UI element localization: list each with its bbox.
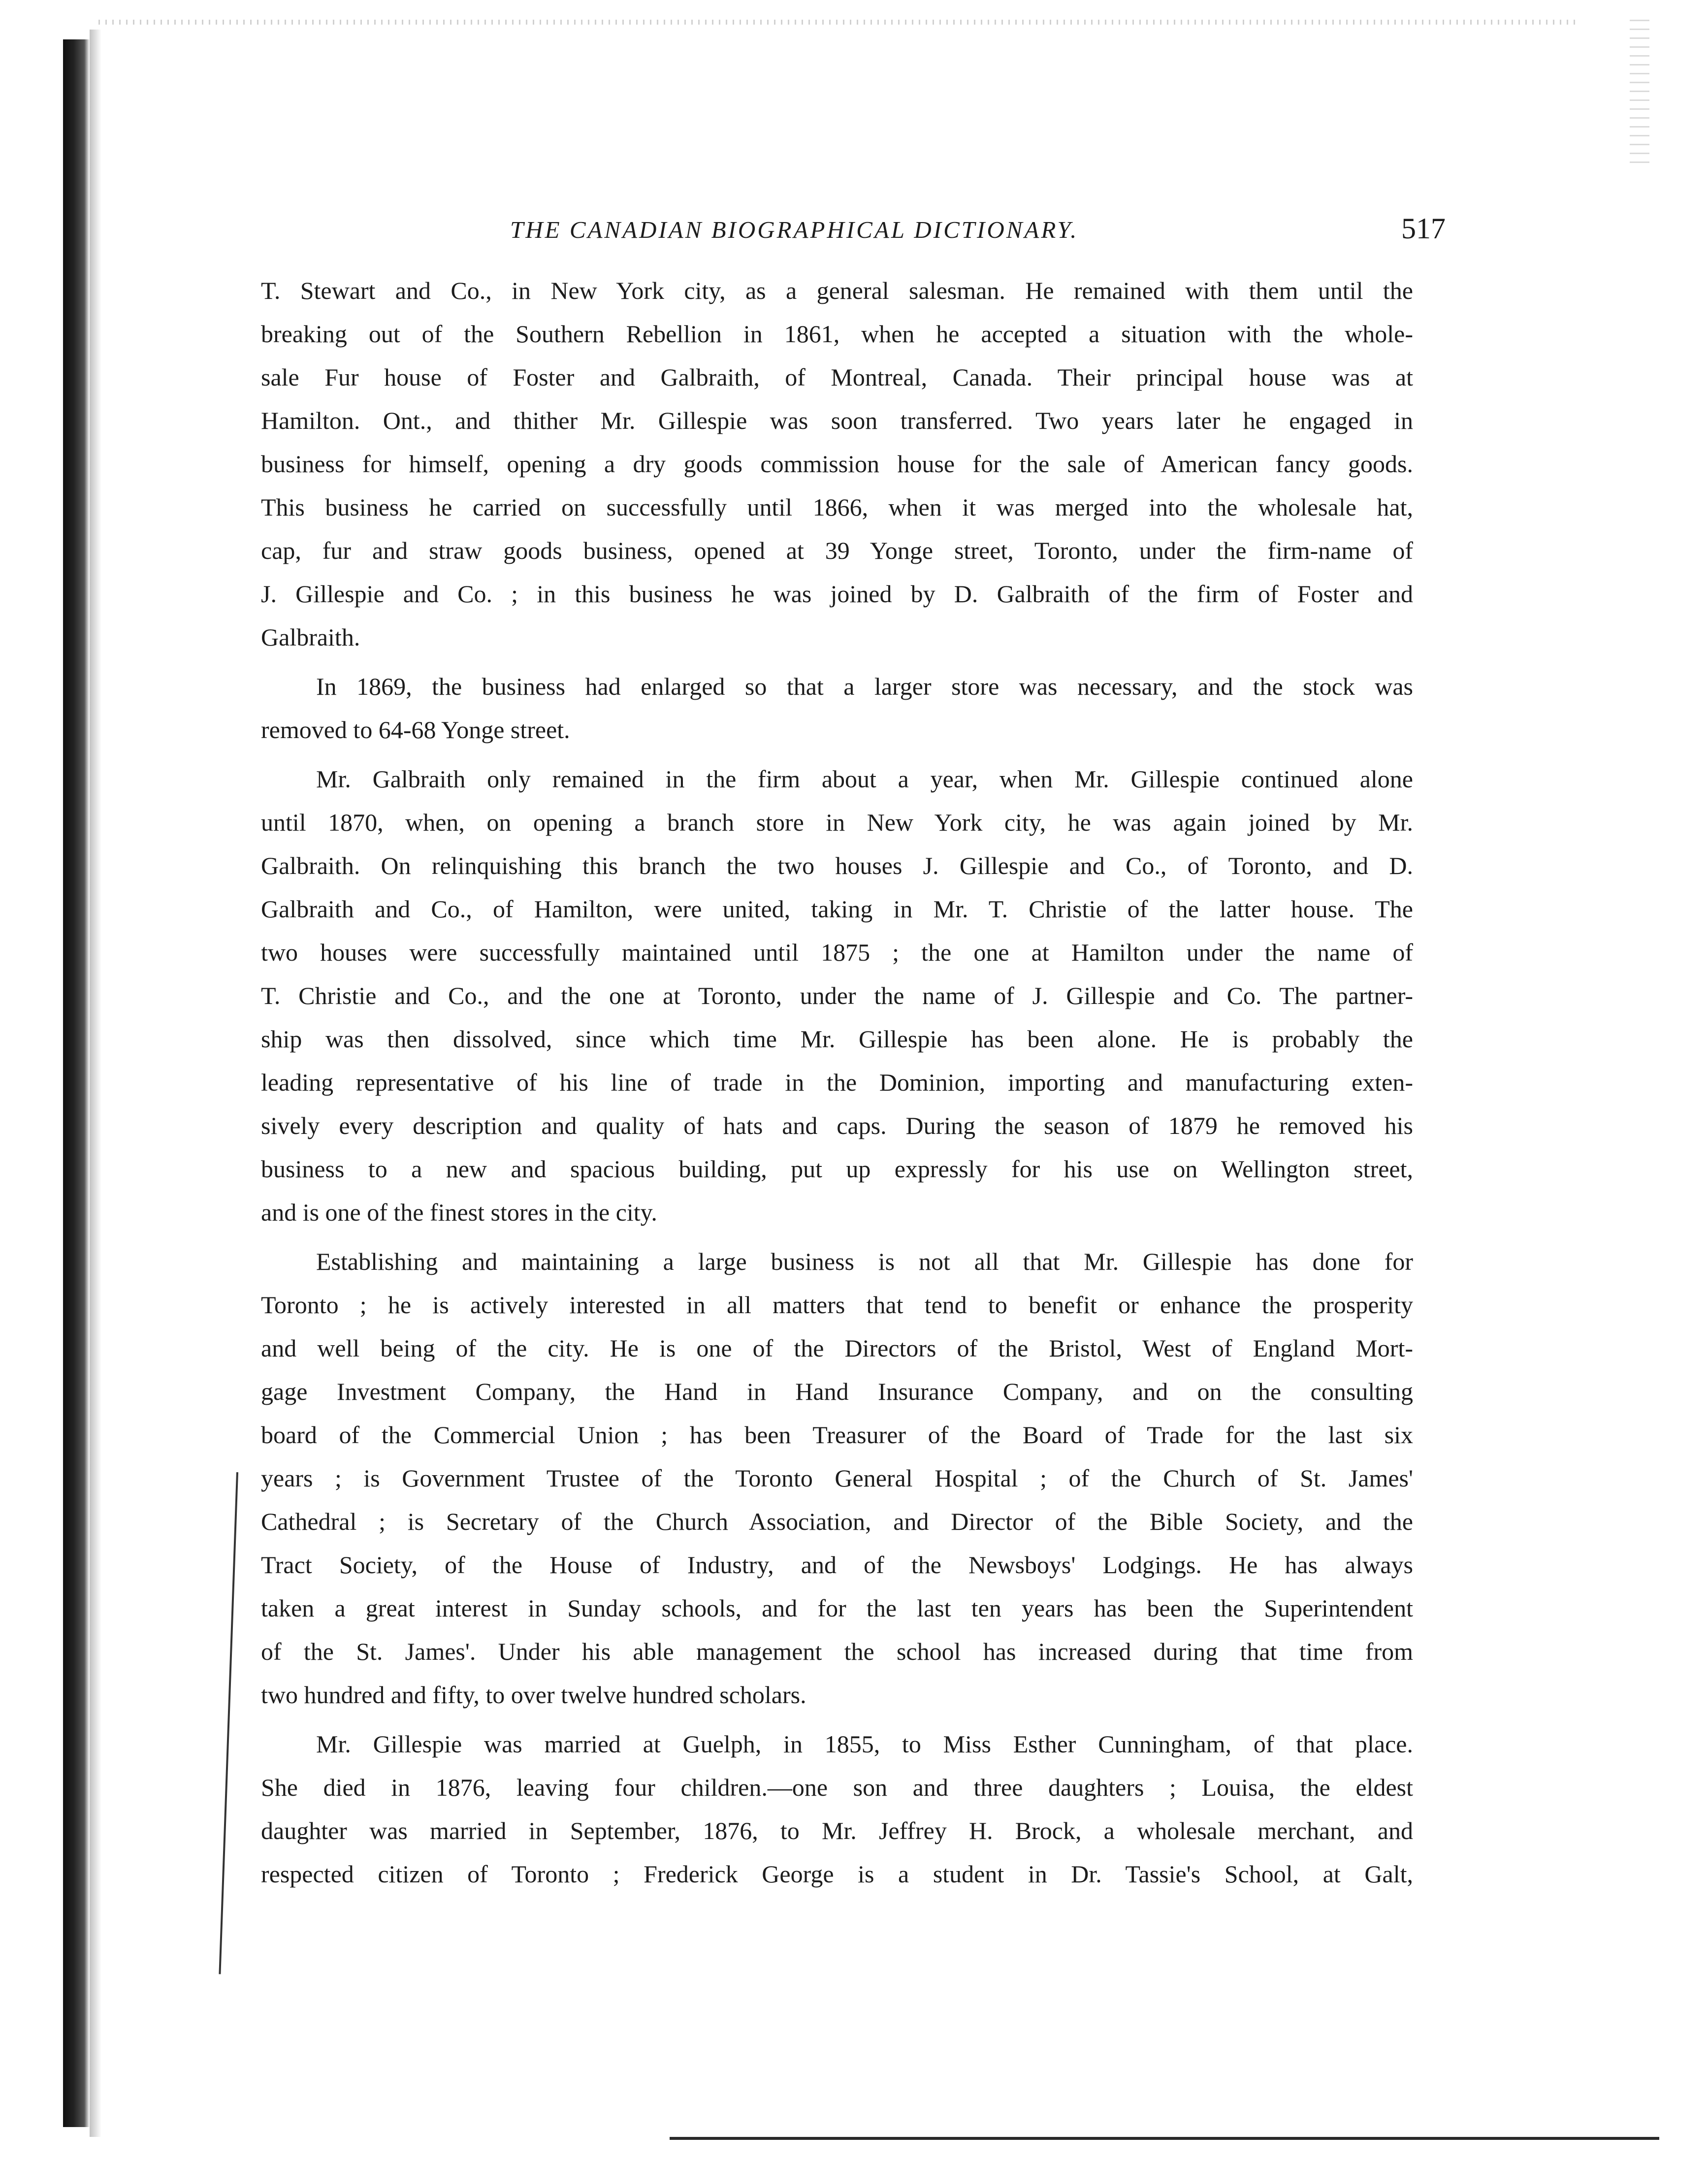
text-line: Galbraith.	[261, 623, 360, 651]
text-line: board of the Commercial Union ; has been Treasurer of the Board of Trade for the last six	[261, 1421, 1413, 1449]
text-line: respected citizen of Toronto ; Frederick George is a student in Dr. Tassie's School, at Galt,	[261, 1860, 1413, 1888]
paragraph	[261, 757, 1413, 1234]
text-line: business for himself, opening a dry goods commission house for the sale of American fancy goods.	[261, 450, 1413, 478]
text-line: ship was then dissolved, since which time Mr. Gillespie has been alone. He is probably the	[261, 1025, 1413, 1053]
scan-speckle-top	[98, 20, 1576, 25]
page-binding-edge	[63, 39, 90, 2127]
text-line: She died in 1876, leaving four children.—one son and three daughters ; Louisa, the eldest	[261, 1774, 1413, 1801]
text-line: T. Christie and Co., and the one at Toronto, under the name of J. Gillespie and Co. The partner-	[261, 982, 1413, 1009]
paragraph	[261, 1722, 1413, 1896]
text-line: J. Gillespie and Co. ; in this business he was joined by D. Galbraith of the firm of Foster and	[261, 580, 1413, 608]
text-line: years ; is Government Trustee of the Toronto General Hospital ; of the Church of St. James'	[261, 1464, 1413, 1492]
text-line: two hundred and fifty, to over twelve hundred scholars.	[261, 1681, 806, 1709]
text-line: sively every description and quality of hats and caps. During the season of 1879 he removed his	[261, 1112, 1413, 1139]
text-line: and is one of the finest stores in the city.	[261, 1198, 657, 1226]
text-line: cap, fur and straw goods business, opened at 39 Yonge street, Toronto, under the firm-name of	[261, 537, 1413, 564]
text-line: Tract Society, of the House of Industry, and of the Newsboys' Lodgings. He has always	[261, 1551, 1413, 1579]
text-line: of the St. James'. Under his able management the school has increased during that time from	[261, 1638, 1413, 1665]
text-line: removed to 64-68 Yonge street.	[261, 716, 570, 743]
text-line: and well being of the city. He is one of the Directors of the Bristol, West of England Mort-	[261, 1334, 1413, 1362]
text-line: Hamilton. Ont., and thither Mr. Gillespie was soon transferred. Two years later he engaged in	[261, 407, 1413, 434]
text-line: Cathedral ; is Secretary of the Church Association, and Director of the Bible Society, and the	[261, 1508, 1413, 1535]
scan-speckle-right	[1630, 20, 1649, 167]
text-line: Galbraith. On relinquishing this branch the two houses J. Gillespie and Co., of Toronto, and D.	[261, 852, 1413, 879]
text-line: Galbraith and Co., of Hamilton, were united, taking in Mr. T. Christie of the latter house. The	[261, 895, 1413, 923]
text-line: business to a new and spacious building, put up expressly for his use on Wellington street,	[261, 1155, 1413, 1183]
bottom-edge-rule	[670, 2137, 1659, 2140]
text-line: daughter was married in September, 1876, to Mr. Jeffrey H. Brock, a wholesale merchant, and	[261, 1817, 1413, 1844]
paragraph	[261, 269, 1413, 659]
text-line: Establishing and maintaining a large business is not all that Mr. Gillespie has done for	[316, 1248, 1413, 1275]
page-header	[510, 212, 1446, 260]
text-line: breaking out of the Southern Rebellion in 1861, when he accepted a situation with the whole-	[261, 320, 1413, 348]
margin-pencil-line	[219, 1472, 238, 1974]
text-line: In 1869, the business had enlarged so that a larger store was necessary, and the stock was	[316, 673, 1413, 700]
paragraph	[261, 1240, 1413, 1716]
text-line: gage Investment Company, the Hand in Hand Insurance Company, and on the consulting	[261, 1378, 1413, 1405]
page-body	[261, 269, 1413, 1896]
text-line: leading representative of his line of trade in the Dominion, importing and manufacturing exten-	[261, 1068, 1413, 1096]
text-line: Mr. Gillespie was married at Guelph, in 1855, to Miss Esther Cunningham, of that place.	[316, 1730, 1413, 1758]
page-number: 517	[1401, 212, 1446, 245]
text-line: T. Stewart and Co., in New York city, as a general salesman. He remained with them until the	[261, 277, 1413, 304]
text-line: taken a great interest in Sunday schools, and for the last ten years has been the Superintendent	[261, 1594, 1413, 1622]
binding-shadow	[90, 30, 101, 2137]
text-line: Mr. Galbraith only remained in the firm about a year, when Mr. Gillespie continued alone	[316, 765, 1413, 793]
text-line: sale Fur house of Foster and Galbraith, of Montreal, Canada. Their principal house was at	[261, 363, 1413, 391]
running-title: THE CANADIAN BIOGRAPHICAL DICTIONARY.	[510, 216, 1079, 243]
paragraph	[261, 665, 1413, 751]
text-line: two houses were successfully maintained until 1875 ; the one at Hamilton under the name of	[261, 938, 1413, 966]
text-line: This business he carried on successfully until 1866, when it was merged into the wholesale hat,	[261, 493, 1413, 521]
text-line: until 1870, when, on opening a branch store in New York city, he was again joined by Mr.	[261, 808, 1413, 836]
text-line: Toronto ; he is actively interested in all matters that tend to benefit or enhance the prosperity	[261, 1291, 1413, 1319]
